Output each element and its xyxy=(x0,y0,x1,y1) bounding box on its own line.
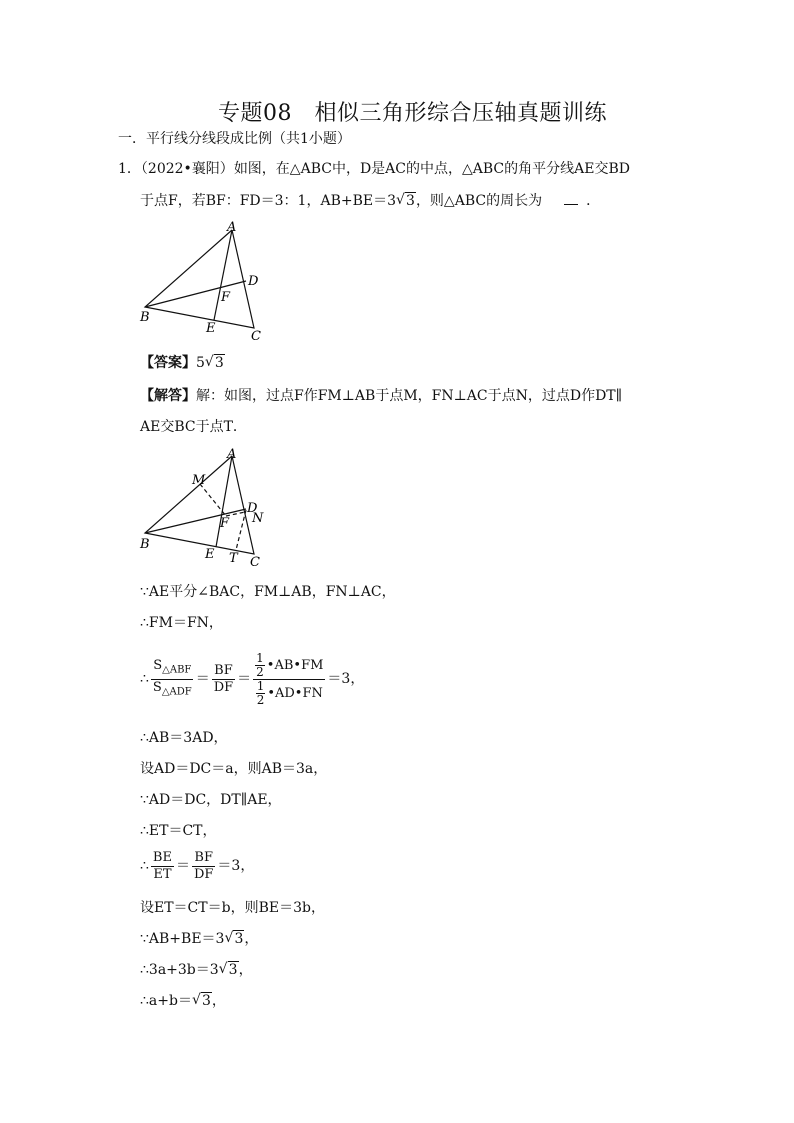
solution-step-8 xyxy=(140,846,254,886)
solution-step-12 xyxy=(140,992,226,1010)
answer-blank xyxy=(564,192,578,205)
sqrt-symbol xyxy=(224,930,244,948)
equation-end: ＝3， xyxy=(327,671,365,687)
radicand: 3 xyxy=(228,962,238,978)
area-sub: △ADF xyxy=(161,686,192,698)
label-b: B xyxy=(140,537,150,552)
denominator: DF xyxy=(213,679,234,695)
solution-line-2: AE交BC于点T． xyxy=(140,419,247,435)
solution-label: 【解答】 xyxy=(140,388,196,404)
denominator-rest: •AD•FN xyxy=(267,685,323,701)
label-m: M xyxy=(192,473,206,488)
solution-text: ， xyxy=(238,962,253,978)
area-sub: △ABF xyxy=(162,664,192,676)
problem-source: （2022•襄阳） xyxy=(140,161,234,177)
radicand: 3 xyxy=(214,355,224,371)
problem-text: ． xyxy=(586,193,601,209)
solution-text: ∴3a+3b＝3 xyxy=(140,962,219,978)
label-c: C xyxy=(251,329,261,344)
solution-step-3 xyxy=(140,642,364,716)
equals-sign: ＝ xyxy=(195,671,210,687)
half-product-fraction xyxy=(253,652,325,707)
solution-text: 解：如图，过点F作FM⊥AB于点M，FN⊥AC于点N，过点D作DT∥ xyxy=(196,388,623,404)
problem-text: 于点F，若BF：FD＝3：1，AB+BE＝3 xyxy=(140,193,397,209)
solution-text: ， xyxy=(211,993,226,1009)
bf-df-fraction xyxy=(212,663,235,696)
area-s: S xyxy=(152,679,162,695)
solution-step-4: ∴AB＝3AD， xyxy=(140,730,228,746)
equals-sign: ＝ xyxy=(175,858,190,874)
sqrt-symbol xyxy=(396,192,416,210)
half-den: 2 xyxy=(256,692,265,707)
numerator: BF xyxy=(214,662,233,678)
radicand: 3 xyxy=(201,993,211,1009)
half-num: 1 xyxy=(256,650,264,665)
solution-step-5: 设AD＝DC＝a，则AB＝3a， xyxy=(140,761,328,777)
triangle-figure-1 xyxy=(130,218,270,348)
solution-text: ∴a+b＝ xyxy=(140,993,192,1009)
radicand: 3 xyxy=(406,193,415,209)
solution-step-2: ∴FM＝FN， xyxy=(140,615,223,631)
answer-label: 【答案】 xyxy=(140,355,196,371)
area-s: S xyxy=(153,657,163,673)
label-d: D xyxy=(247,501,258,516)
therefore-symbol: ∴ xyxy=(140,671,149,687)
numerator-rest: •AB•FM xyxy=(266,657,324,673)
solution-text: ， xyxy=(244,931,259,947)
label-f: F xyxy=(221,290,231,305)
equation-end: ＝3， xyxy=(217,858,255,874)
solution-step-7: ∴ET＝CT， xyxy=(140,823,217,839)
denominator: DF xyxy=(193,866,214,882)
equals-sign: ＝ xyxy=(237,671,252,687)
sqrt-symbol xyxy=(219,961,239,979)
label-a: A xyxy=(227,447,237,462)
radicand: 3 xyxy=(234,931,244,947)
numerator: BF xyxy=(194,849,213,865)
half-den: 2 xyxy=(256,664,264,679)
answer-coef: 5 xyxy=(196,355,205,371)
label-n: N xyxy=(252,511,264,526)
page-title: 专题08 相似三角形综合压轴真题训练 xyxy=(218,101,607,126)
half-num: 1 xyxy=(256,678,265,693)
solution-step-11 xyxy=(140,961,253,979)
label-d: D xyxy=(248,274,259,289)
label-e: E xyxy=(206,321,216,336)
problem-text: ，则△ABC的周长为 xyxy=(415,193,543,209)
denominator: ET xyxy=(153,866,172,882)
sqrt-symbol xyxy=(192,992,212,1010)
problem-line-2 xyxy=(140,192,600,210)
label-b: B xyxy=(140,310,150,325)
area-ratio-fraction xyxy=(151,658,194,700)
label-e: E xyxy=(205,547,215,562)
label-a: A xyxy=(227,220,237,235)
solution-step-9: 设ET＝CT＝b，则BE＝3b， xyxy=(140,900,325,916)
label-c: C xyxy=(250,555,260,570)
solution-text: ∵AB+BE＝3 xyxy=(140,931,225,947)
therefore-symbol: ∴ xyxy=(140,858,149,874)
solution-step-1: ∵AE平分∠BAC，FM⊥AB，FN⊥AC， xyxy=(140,584,396,600)
sqrt-symbol xyxy=(205,354,225,372)
bf-df-fraction xyxy=(192,850,215,883)
section-heading: 一．平行线分线段成比例（共1小题） xyxy=(118,131,351,147)
solution-line-1 xyxy=(140,387,622,405)
label-f: F xyxy=(220,516,230,531)
numerator: BE xyxy=(152,849,172,865)
problem-text: 如图，在△ABC中，D是AC的中点，△ABC的角平分线AE交BD xyxy=(233,161,630,177)
answer-line xyxy=(140,354,225,372)
solution-step-6: ∵AD＝DC，DT∥AE， xyxy=(140,792,282,808)
solution-step-10 xyxy=(140,930,258,948)
be-et-fraction xyxy=(151,850,174,883)
problem-number: 1． xyxy=(118,161,141,177)
label-t: T xyxy=(229,551,238,566)
triangle-figure-2 xyxy=(130,444,270,574)
problem-line-1 xyxy=(118,160,630,178)
